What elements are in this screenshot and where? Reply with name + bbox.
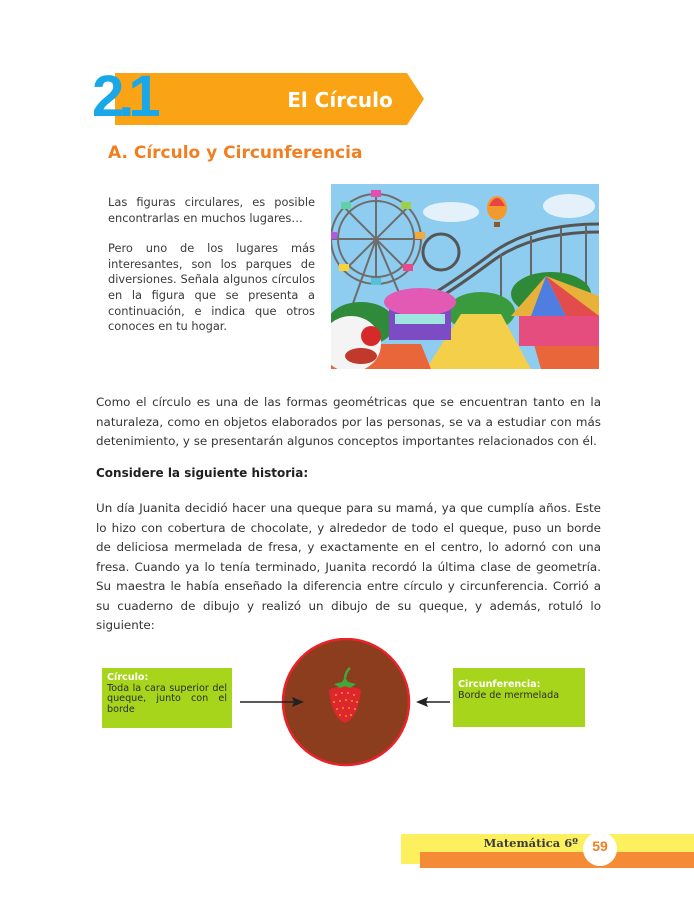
amusement-park-illustration bbox=[331, 184, 599, 369]
circle-label-box bbox=[102, 668, 232, 728]
story-paragraph: Un día Juanita decidió hacer una queque para su mamá, ya que cumplía años. Este lo hizo con cobertura de chocolate, y alrededor de todo el queque, puso un borde de deliciosa mermelada de fresa, y exactamente en el centro, lo adornó con una fresa. Cuando ya lo tenía terminado, Juanita recordó la última clase de geometría. Su maestra le había enseñado la diferencia entre círculo y circunferencia. Corrió a su cuaderno de dibujo y realizó un dibujo de su queque, y además, rotuló lo siguiente: bbox=[96, 501, 601, 632]
footer-orange-bar bbox=[420, 852, 694, 868]
chapter-banner bbox=[115, 73, 424, 125]
body-paragraph-text: Como el círculo es una de las formas geométricas que se encuentran tanto en la naturaleza, como en objetos elaborados por las personas, se va a estudiar con más detenimiento, y se presentarán algunos conceptos importantes relacionados con él. bbox=[96, 395, 601, 448]
footer-book-title: Matemática 6º bbox=[483, 836, 578, 850]
page-number: 59 bbox=[592, 838, 608, 854]
chapter-title: El Círculo bbox=[287, 88, 393, 112]
intro-paragraph: Pero uno de los lugares más interesantes, son los parques de diversiones. Señala algunos círculos en la figura que se presenta a continuación, e indica que otros conoces en tu hogar. bbox=[108, 241, 315, 334]
body-paragraph bbox=[96, 393, 601, 452]
section-subtitle: A. Círculo y Circunferencia bbox=[108, 143, 363, 163]
circle-label-text: Toda la cara superior del queque, junto con el borde bbox=[107, 682, 227, 715]
intro-paragraph: Las figuras circulares, es posible encontrarlas en muchos lugares… bbox=[108, 195, 315, 225]
circumference-label-text: Borde de mermelada bbox=[458, 689, 560, 701]
cake-diagram bbox=[232, 638, 452, 778]
intro-text bbox=[108, 195, 315, 350]
story-heading: Considere la siguiente historia: bbox=[96, 466, 309, 480]
amusement-park-icon bbox=[331, 184, 599, 369]
section-number: 2.1 bbox=[92, 64, 155, 129]
circle-label-title: Círculo: bbox=[107, 672, 149, 683]
circumference-label-title: Circunferencia: bbox=[458, 679, 541, 690]
circumference-label-box bbox=[453, 668, 585, 727]
